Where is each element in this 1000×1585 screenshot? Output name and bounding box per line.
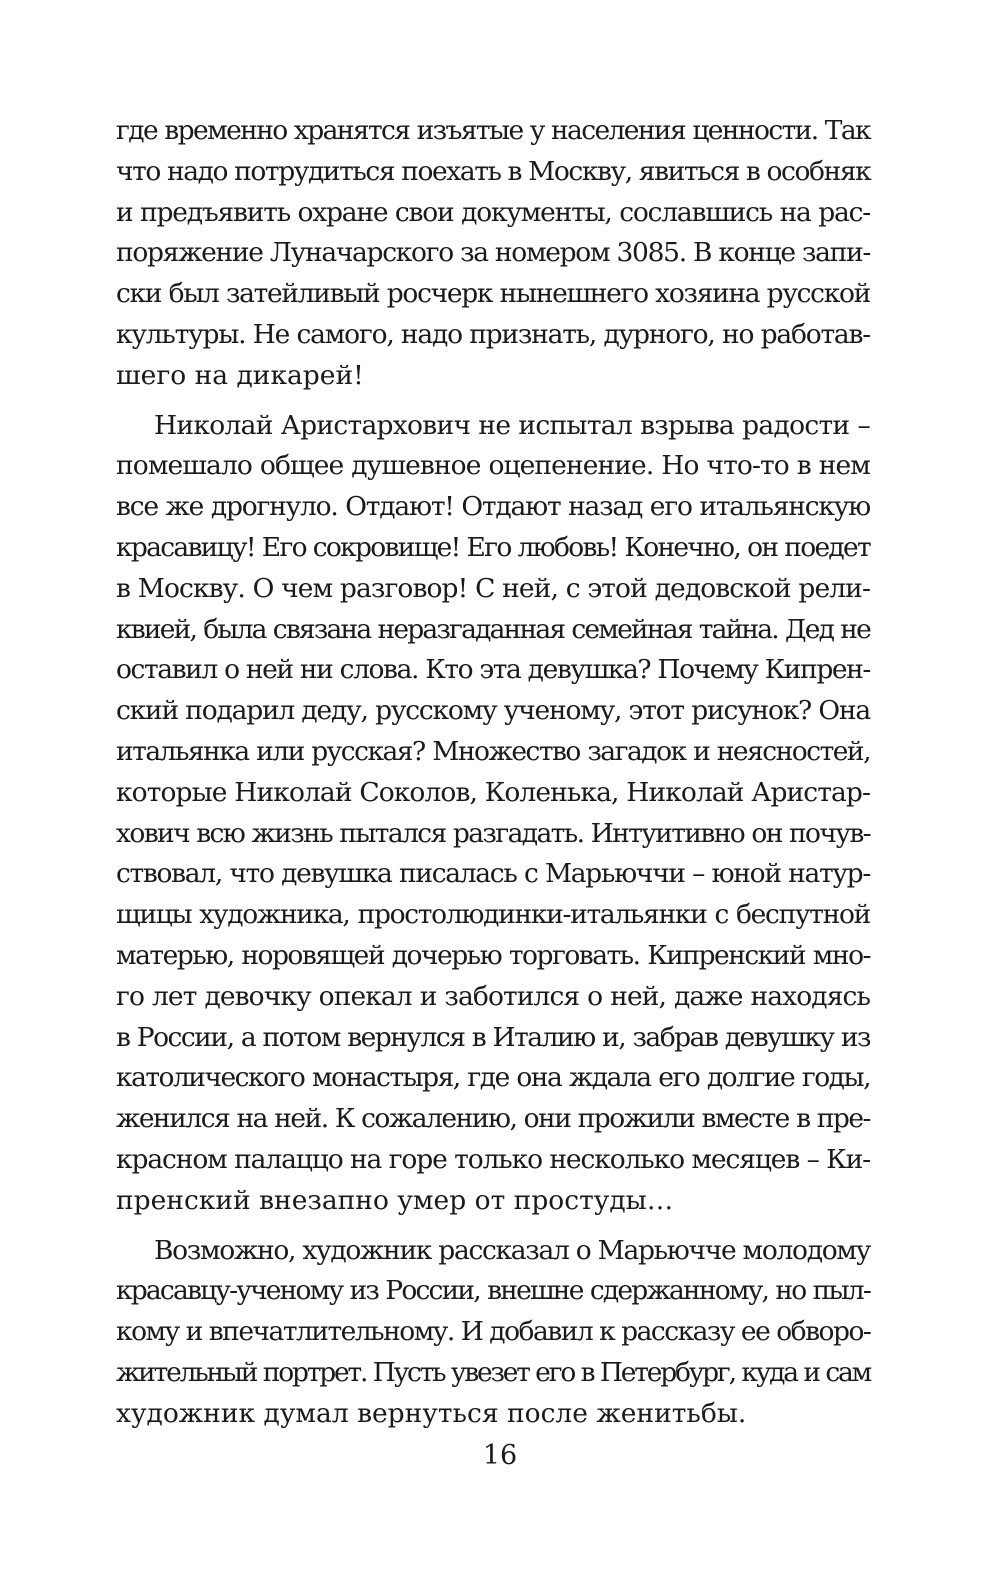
text-line: поряжение Луначарского за номером 3085. В конце запи-: [116, 237, 870, 269]
text-line: пренский внезапно умер от простуды…: [116, 1184, 674, 1216]
text-line: жительный портрет. Пусть увезет его в Петербург, куда и сам: [116, 1356, 870, 1388]
text-line: Николай Аристархович не испытал взрыва радости –: [154, 409, 870, 441]
text-line: красавицу! Его сокровище! Его любовь! Конечно, он поедет: [116, 531, 870, 563]
text-line: и предъявить охране свои документы, сославшись на рас-: [116, 196, 870, 228]
text-line: помешало общее душевное оцепенение. Но что-то в нем: [116, 450, 870, 482]
text-line: кому и впечатлительному. И добавил к рассказу ее обворо-: [116, 1316, 871, 1348]
text-line: красном палаццо на горе только несколько месяцев – Ки-: [116, 1143, 870, 1175]
text-line: матерью, норовящей дочерью торговать. Кипренский мно-: [116, 939, 870, 971]
text-line: культуры. Не самого, надо признать, дурного, но работав-: [116, 318, 870, 350]
text-line: ский подарил деду, русскому ученому, этот рисунок? Она: [116, 695, 870, 727]
text-line: Возможно, художник рассказал о Марьючче молодому: [154, 1234, 870, 1266]
text-line: ски был затейливый росчерк нынешнего хозяина русской: [116, 278, 870, 310]
text-line: в Москву. О чем разговор! С ней, с этой дедовской рели-: [116, 572, 870, 604]
text-line: квией, была связана неразгаданная семейная тайна. Дед не: [116, 613, 870, 645]
text-line: женился на ней. К сожалению, они прожили вместе в пре-: [116, 1103, 870, 1135]
text-line: щицы художника, простолюдинки-итальянки с беспутной: [116, 899, 870, 931]
text-line: го лет девочку опекал и заботился о ней, даже находясь: [116, 980, 870, 1012]
text-line: художник думал вернуться после женитьбы.: [116, 1397, 747, 1429]
text-line: шего на дикарей!: [116, 359, 364, 391]
text-line: красавцу-ученому из России, внешне сдержанному, но пыл-: [116, 1275, 870, 1307]
text-line: ствовал, что девушка писалась с Марьюччи – юной натур-: [116, 858, 870, 890]
text-line: что надо потрудиться поехать в Москву, явиться в особняк: [116, 155, 871, 187]
text-line: оставил о ней ни слова. Кто эта девушка? Почему Кипрен-: [116, 654, 870, 686]
text-line: итальянка или русская? Множество загадок и неясностей,: [116, 735, 870, 767]
body-text: [116, 111, 870, 1435]
text-line: в России, а потом вернулся в Италию и, забрав девушку из: [116, 1021, 870, 1053]
text-line: где временно хранятся изъятые у населения ценности. Так: [116, 115, 870, 146]
text-line: хович всю жизнь пытался разгадать. Интуитивно он почув-: [116, 817, 870, 849]
text-line: католического монастыря, где она ждала его долгие годы,: [116, 1062, 870, 1094]
text-line: которые Николай Соколов, Коленька, Николай Аристар-: [116, 776, 870, 808]
page-number: 16: [482, 1440, 518, 1471]
text-line: все же дрогнуло. Отдают! Отдают назад его итальянскую: [116, 491, 870, 523]
